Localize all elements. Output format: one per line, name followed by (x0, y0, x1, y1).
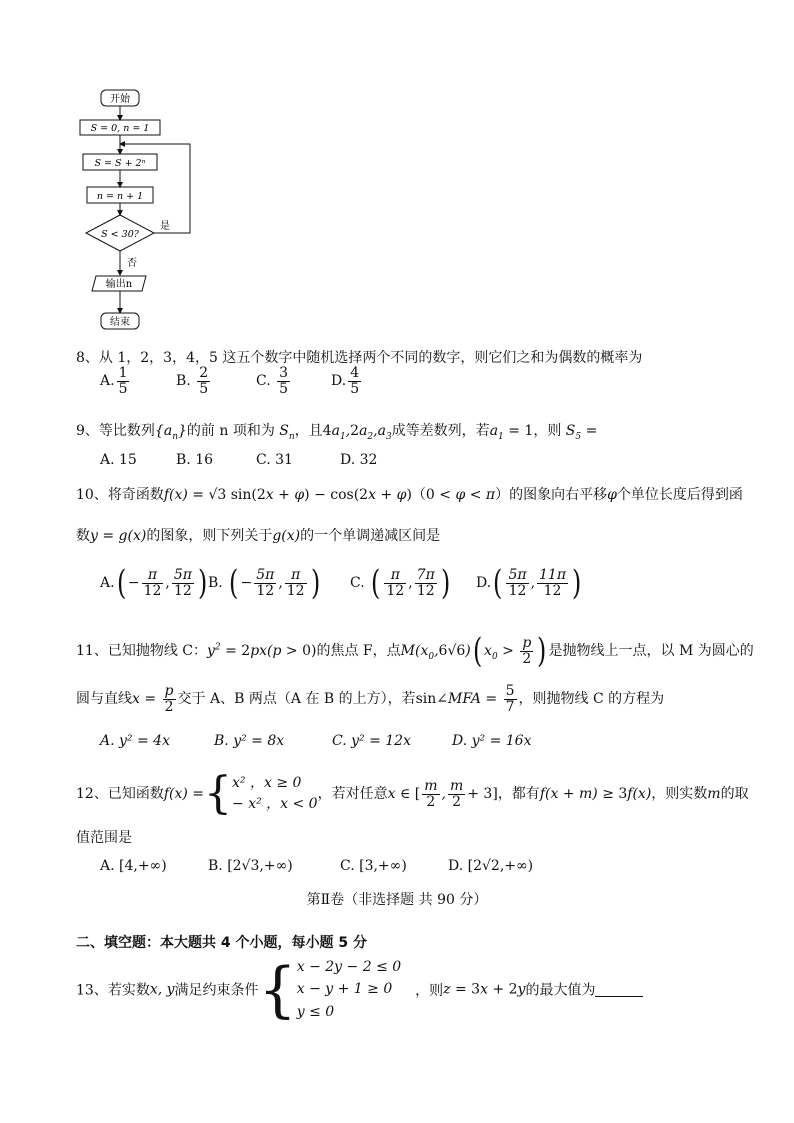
flow-init-text: S = 0, n = 1 (90, 123, 150, 134)
q9-stem: 9、等比数列$\{a_n\}$的前 n 项和为 $S_n$，且$4a_1,2a_2,a_3$成等差数列，若$a_1 = 1$，则 $S_5$ = (76, 423, 598, 442)
q9-option-c: C. 31 (256, 452, 293, 468)
q8-stem: 8、从 1，2，3，4，5 这五个数字中随机选择两个不同的数字，则它们之和为偶数的概率为 (76, 350, 643, 366)
q11-option-c: C. y² = 12x (332, 733, 411, 749)
q12-option-a: A. [4,+∞) (100, 858, 167, 874)
q11-option-a: A. y² = 4x (100, 733, 170, 749)
flow-start-text: 开始 (110, 94, 130, 105)
part-2-heading: 二、填空题：本大题共 4 个小题，每小题 5 分 (76, 935, 367, 951)
flow-no-label: 否 (127, 258, 137, 269)
q10-option-b: B. ( − $\frac{5\pi}{12}$ , $\frac{\pi}{12}$ ) (208, 563, 320, 603)
q12-stem-line1: 12、已知函数f(x) ={ x² ，x ≥ 0 − x² ，x < 0 ，若对任意x ∈ [ $\frac{m}{2}$ , $\frac{m}{2}$ + 3]，都有f(x + m) ≥ 3f(x)，则实数m的取 (76, 768, 749, 819)
q8-option-a: A. $\frac{1}{5}$ (100, 365, 128, 397)
q10-stem-line1: 10、将奇函数f(x) = √3 sin(2x + φ) − cos(2x + φ)（0 < φ < π）的图象向右平移φ个单位长度后得到函 (76, 487, 743, 503)
flow-decision-text: S < 30? (101, 229, 139, 240)
flow-output-text: 输出n (105, 279, 133, 290)
q9-option-d: D. 32 (340, 452, 378, 468)
q10-option-a: A.( − $\frac{\pi}{12}$ , $\frac{5\pi}{12}$ ) (100, 563, 208, 603)
flow-update-text: S = S + 2ⁿ (94, 158, 146, 169)
flow-end-text: 结束 (110, 317, 130, 328)
section-2-title: 第Ⅱ卷（非选择题 共 90 分） (306, 892, 488, 908)
q12-option-b: B. [2√3,+∞) (208, 858, 293, 874)
q12-option-c: C. [3,+∞) (340, 858, 407, 874)
q13-stem: 13、若实数x, y满足约束条件{ x − 2y − 2 ≤ 0 x − y + 1 ≥ 0 y ≤ 0 ，则z = 3x + 2y的最大值为 (76, 956, 643, 1023)
q13-answer-blank[interactable] (595, 982, 643, 997)
q11-option-b: B. y² = 8x (214, 733, 285, 749)
q8-option-b: B. $\frac{2}{5}$ (176, 365, 209, 397)
flow-increment-text: n = n + 1 (96, 191, 144, 202)
q11-option-d: D. y² = 16x (452, 733, 532, 749)
q9-option-b: B. 16 (176, 452, 214, 468)
flowchart (70, 80, 210, 340)
q8-option-d: D. $\frac{4}{5}$ (331, 365, 360, 397)
q10-option-c: C. ( $\frac{\pi}{12}$ , $\frac{7\pi}{12}$ ) (350, 563, 451, 603)
q11-stem-line1: 11、已知抛物线 C：$y^2 = 2px(p > 0)$的焦点 F，点$M(x_0,6√6)$( $x_0$ > $\frac{p}{2}$ ) 是抛物线上一点，以 M 为圆心的 (76, 631, 754, 671)
flow-yes-label: 是 (160, 221, 170, 232)
q12-option-d: D. [2√2,+∞) (448, 858, 534, 874)
q8-option-c: C. $\frac{3}{5}$ (256, 365, 289, 397)
q11-stem-line2: 圆与直线x = $\frac{p}{2}$ 交于 A、B 两点（A 在 B 的上方），若sin∠MFA = $\frac{5}{7}$ ，则抛物线 C 的方程为 (76, 683, 665, 715)
q9-option-a: A. 15 (100, 452, 137, 468)
q12-stem-line2: 值范围是 (76, 830, 132, 846)
q10-option-d: D.( $\frac{5\pi}{12}$ , $\frac{11\pi}{12}$ ) (476, 563, 582, 603)
q10-stem-line2: 数y = g(x)的图象，则下列关于g(x)的一个单调递减区间是 (76, 528, 441, 544)
